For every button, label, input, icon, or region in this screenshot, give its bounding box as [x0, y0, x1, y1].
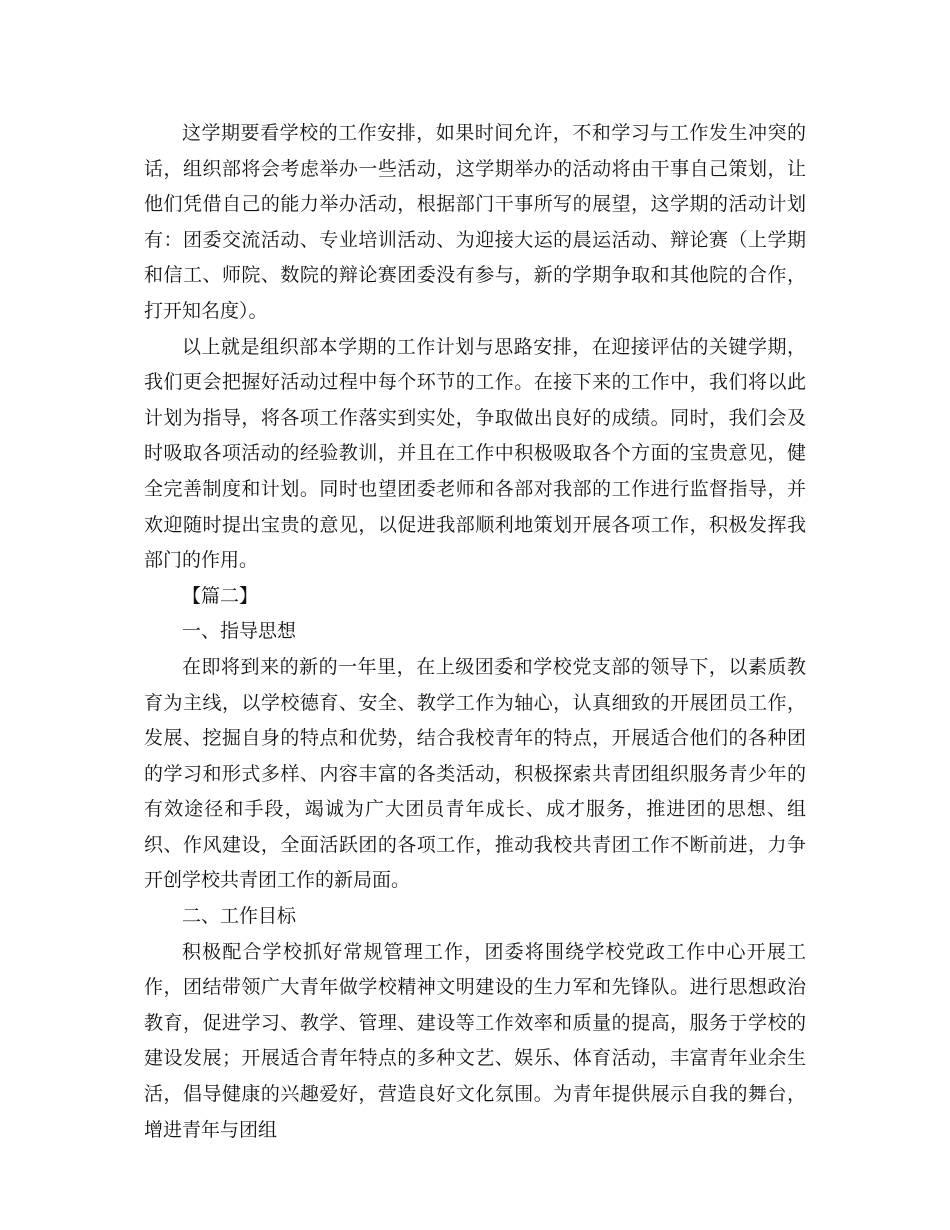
paragraph-summary: 以上就是组织部本学期的工作计划与思路安排，在迎接评估的关键学期，我们更会把握好活动过程中每个环节的工作。在接下来的工作中，我们将以此计划为指导，将各项工作落实到实处，争取做出良好的成绩。同时，我们会及时吸取各项活动的经验教训，并且在工作中积极吸取各个方面的宝贵意见，健全完善制度和计划。同时也望团委老师和各部对我部的工作进行监督指导，并欢迎随时提出宝贵的意见，以促进我部顺利地策划开展各项工作，积极发挥我部门的作用。	[144, 335, 806, 572]
paragraph-work-goals: 积极配合学校抓好常规管理工作，团委将围绕学校党政工作中心开展工作，团结带领广大青年做学校精神文明建设的生力军和先锋队。进行思想政治教育，促进学习、教学、管理、建设等工作效率和质量的提高，服务于学校的建设发展；开展适合青年特点的多种文艺、娱乐、体育活动，丰富青年业余生活，倡导健康的兴趣爱好，营造良好文化氛围。为青年提供展示自我的舞台，增进青年与团组	[144, 940, 806, 1141]
heading-work-goals: 二、工作目标	[182, 905, 297, 928]
section-heading-part-two: 【篇二】	[182, 584, 259, 607]
heading-guiding-ideology: 一、指导思想	[182, 620, 297, 643]
document-body	[144, 116, 806, 1148]
paragraph-guiding-ideology: 在即将到来的新的一年里，在上级团委和学校党支部的领导下，以素质教育为主线，以学校德育、安全、教学工作为轴心，认真细致的开展团员工作，发展、挖掘自身的特点和优势，结合我校青年的特点，开展适合他们的各种团的学习和形式多样、内容丰富的各类活动，积极探索共青团组织服务青少年的有效途径和手段，竭诚为广大团员青年成长、成才服务，推进团的思想、组织、作风建设，全面活跃团的各项工作，推动我校共青团工作不断前进，力争开创学校共青团工作的新局面。	[144, 655, 806, 892]
paragraph-activity-plan: 这学期要看学校的工作安排，如果时间允许，不和学习与工作发生冲突的话，组织部将会考虑举办一些活动，这学期举办的活动将由干事自己策划，让他们凭借自己的能力举办活动，根据部门干事所写的展望，这学期的活动计划有：团委交流活动、专业培训活动、为迎接大运的晨运活动、辩论赛（上学期和信工、师院、数院的辩论赛团委没有参与，新的学期争取和其他院的合作，打开知名度）。	[144, 122, 806, 322]
